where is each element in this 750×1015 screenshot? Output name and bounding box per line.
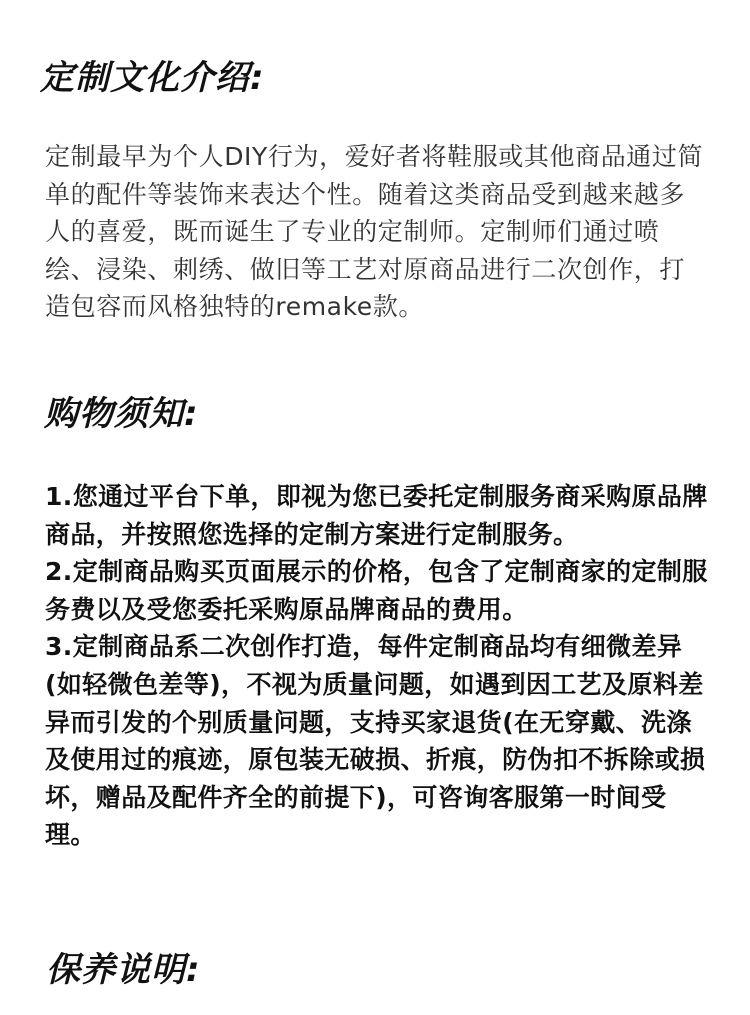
notice-section-title: 购物须知: <box>44 394 199 434</box>
notice-item-2: 2.定制商品购买页面展示的价格，包含了定制商家的定制服务费以及受您委托采购原品牌商品的费用。 <box>45 557 708 624</box>
culture-section-body: 定制最早为个人DIY行为，爱好者将鞋服或其他商品通过简单的配件等装饰来表达个性。随着这类商品受到越来越多人的喜爱，既而诞生了专业的定制师。定制师们通过喷绘、浸染、刺绣、做旧等工艺对原商品进行二次创作，打造包容而风格独特的remake款。 <box>45 142 704 322</box>
notice-list <box>45 478 710 854</box>
notice-item-1: 1.您通过平台下单，即视为您已委托定制服务商采购原品牌商品，并按照您选择的定制方案进行定制服务。 <box>45 482 708 549</box>
notice-item-3: 3.定制商品系二次创作打造，每件定制商品均有细微差异(如轻微色差等)，不视为质量问题，如遇到因工艺及原料差异而引发的个别质量问题，支持买家退货(在无穿戴、洗涤及使用过的痕迹，原包装无破损、折痕，防伪扣不拆除或损坏，赠品及配件齐全的前提下)，可咨询客服第一时间受理。 <box>45 632 706 850</box>
culture-section-title: 定制文化介绍: <box>40 58 265 98</box>
care-section-title: 保养说明: <box>46 950 201 990</box>
